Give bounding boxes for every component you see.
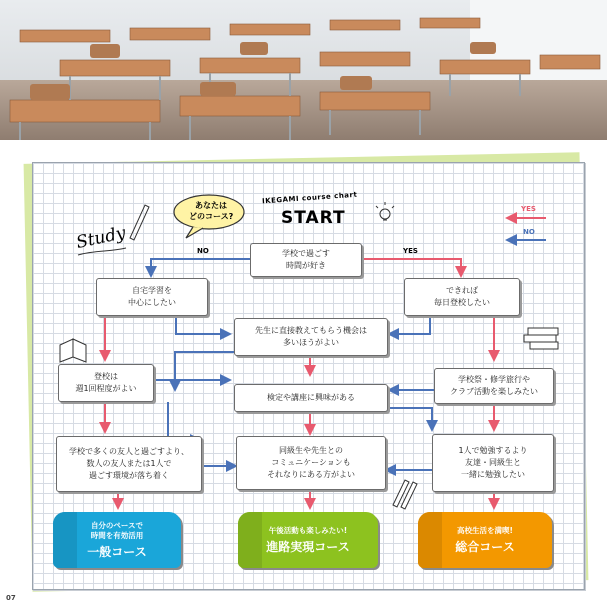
start-title: START xyxy=(281,208,346,228)
course-tagline: 時間を有効活用 xyxy=(90,530,144,540)
question-text: 学校で過ごす xyxy=(282,249,330,258)
question-text: 毎日登校したい xyxy=(434,298,490,307)
no-label: NO xyxy=(197,247,209,255)
question-weekly-attendance xyxy=(58,364,154,402)
question-small-group xyxy=(56,436,202,492)
course-name: 進路実現コース xyxy=(266,539,350,554)
course-general xyxy=(53,512,181,568)
question-communication xyxy=(236,436,386,490)
question-text: 登校は xyxy=(94,372,118,381)
pencil-icon xyxy=(130,205,149,240)
course-name: 一般コース xyxy=(87,544,147,559)
course-comprehensive xyxy=(418,512,552,568)
question-home-study xyxy=(96,278,208,316)
question-text: 学校で多くの友人と過ごすより、 xyxy=(69,447,189,456)
question-text: できれば xyxy=(446,286,478,295)
question-text: クラブ活動を楽しみたい xyxy=(450,387,538,396)
question-text: 過ごす環境が落ち着く xyxy=(89,471,169,480)
course-chart-label: IKEGAMI course chart xyxy=(261,190,358,206)
course-name: 総合コース xyxy=(455,539,515,554)
legend-yes: YES xyxy=(521,205,536,213)
course-career xyxy=(238,512,378,568)
question-text: 数人の友人または1人で xyxy=(86,459,172,468)
legend-no: NO xyxy=(523,228,535,236)
question-daily-attendance xyxy=(404,278,520,316)
question-text: 多いほうがよい xyxy=(283,338,339,347)
book-icon xyxy=(60,339,86,362)
study-label: Study xyxy=(74,223,128,253)
course-tagline: 高校生活を満喫! xyxy=(457,525,513,535)
question-text: 1人で勉強するより xyxy=(458,446,528,455)
question-text: 検定や講座に興味がある xyxy=(267,393,355,402)
books-icon xyxy=(524,328,558,349)
yes-label: YES xyxy=(403,247,418,255)
question-study-together xyxy=(432,434,554,492)
bubble-line-1: あなたは xyxy=(195,201,227,210)
lightbulb-icon xyxy=(376,202,394,220)
question-school-events xyxy=(434,368,554,404)
question-text: 学校祭・修学旅行や xyxy=(458,375,530,384)
question-text: それなりにある方がよい xyxy=(267,470,355,479)
question-text: 友達・同級生と xyxy=(465,458,521,467)
question-text: 週1回程度がよい xyxy=(75,384,137,393)
question-text: 同級生や先生との xyxy=(279,446,343,455)
question-text: 自宅学習を xyxy=(132,286,172,295)
question-text: 中心にしたい xyxy=(128,298,176,307)
course-tagline: 自分のペースで xyxy=(90,520,144,530)
question-text: 先生に直接教えてもらう機会は xyxy=(255,326,367,335)
question-text: 時間が好き xyxy=(286,261,326,270)
page-number: 07 xyxy=(6,594,16,602)
bubble-line-2: どのコース? xyxy=(189,212,234,221)
question-teacher-contact xyxy=(234,318,388,356)
question-text: 一緒に勉強したい xyxy=(461,470,525,479)
question-certifications xyxy=(234,384,388,412)
course-tagline: 午後活動も楽しみたい! xyxy=(268,525,348,535)
question-text: コミュニケーションも xyxy=(271,458,351,467)
question-school-time xyxy=(250,243,362,277)
pens-icon xyxy=(393,480,417,509)
